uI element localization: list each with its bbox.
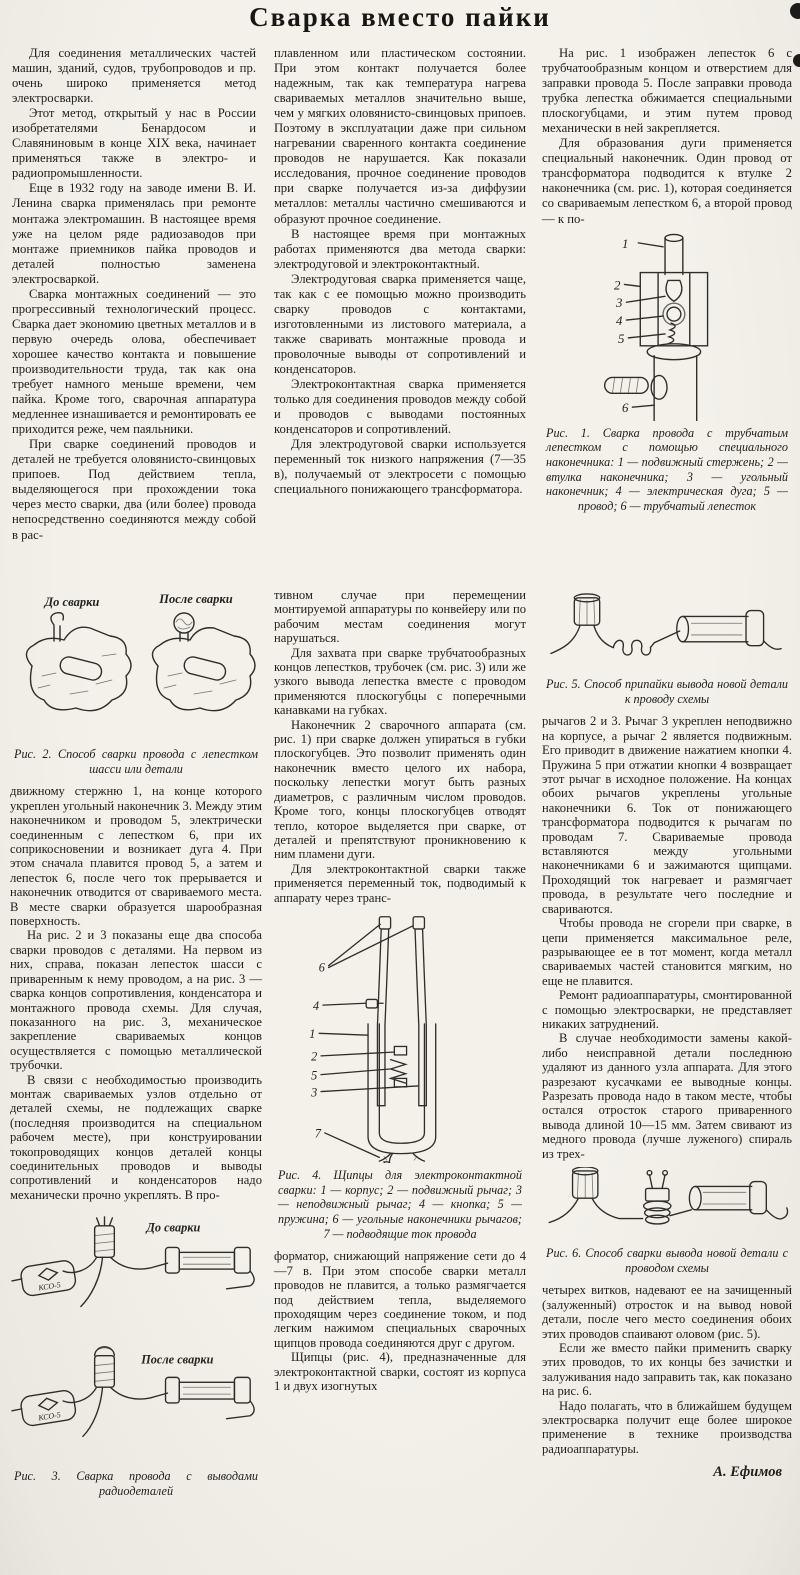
fig4-label-1: 1	[309, 1026, 316, 1041]
column-top-center	[274, 46, 526, 497]
column-bottom-center	[274, 588, 526, 1394]
paragraph: Надо полагать, что в ближайшем будущем электросварка получит еще более широкое применение в технике производства радиоаппаратуры.	[542, 1398, 792, 1456]
fig1-label-2: 2	[614, 277, 621, 292]
fig1-label-4: 4	[616, 313, 623, 328]
paragraph: Этот метод, открытый у нас в России изобретателями Бенардосом и Славяниновым в конце XIX века, начинает применяться также в электро- и радиопромышленности.	[12, 106, 256, 181]
column-bottom-left	[10, 588, 262, 1507]
fig1-label-3: 3	[616, 295, 623, 310]
fig2-before-label: До сварки	[44, 595, 100, 609]
paragraph: В настоящее время при монтажных работах применяются два метода сварки: электродуговой и электроконтактный.	[274, 226, 526, 271]
paragraph: Наконечник 2 сварочного аппарата (см. рис. 1) при сварке должен упираться в губки плоскогубцев. Это позволит применять один наконечник вместо целого их набора, поскольку лепестки могут быть разных диаметров, с различным числом проводов. Кроме того, концы плоскогубцев отводят тепло, которое выделяется при сварке, от деталей и препятствуют проникновению к ним пламени дуги.	[274, 717, 526, 862]
fig4-label-3: 3	[311, 1085, 318, 1100]
paragraph: плавленном или пластическом состоянии. При этом контакт получается более надежным, так как температура нагрева свариваемых металлов значительно выше, чем у мягких оловянисто-свинцовых припоев. Поэтому в эксплуатации даже при сильном нагревании сваренного контакта соединение проводов не нарушается. Как показали исследования, прочное соединение проводов при сварке получается из-за диффузии металлов: металлы частично смешиваются и образуют прочное соединение.	[274, 46, 526, 226]
paragraph: Сварка монтажных соединений — это прогрессивный технологический процесс. Сварка дает экономию цветных металлов и в первую очередь олова, обеспечивает хорошее качество контакта и повышение производительности труда, так как она требует намного меньше времени, чем пайка. Кроме того, сварочная аппаратура медленнее изнашивается и ремонтировать ее приходится реже, чем паяльники.	[12, 286, 256, 437]
page-title: Сварка вместо пайки	[249, 2, 551, 32]
paragraph: На рис. 2 и 3 показаны еще два способа сварки проводов с деталями. На первом из них, справа, показан лепесток шасси с приваренным к нему проводом, а на рис. 3 — сварка концов сопротивления, конденсатора и монтажного провода схемы. Для случая, показанного на рис. 3, механическое закрепление свариваемых концов осуществляется с помощью металлической трубочки.	[10, 928, 262, 1073]
fig1-label-5: 5	[618, 331, 625, 346]
paragraph: Щипцы (рис. 4), предназначенные для электроконтактной сварки, состоят из корпуса 1 и двух изогнутых	[274, 1350, 526, 1394]
fig2-after-label: После сварки	[159, 592, 233, 606]
paragraph: Если же вместо пайки применить сварку этих проводов, то их концы без зачистки и залуживания надо заправить так, как показано на рис. 6.	[542, 1341, 792, 1399]
figure-3-drawing	[10, 1212, 262, 1464]
paragraph: Еще в 1932 году на заводе имени В. И. Ленина сварка применялась при ремонте монтажа электромашин. В настоящее время уже на целом ряде радиозаводов при монтаже приемников пайка проводов и деталей полностью заменена электросваркой.	[12, 181, 256, 286]
figure-1-welding-lug-drawing	[563, 231, 771, 421]
figure-6-caption: Рис. 6. Способ сварки вывода новой детали с проводом схемы	[546, 1246, 788, 1275]
figure-2-drawing	[10, 592, 262, 742]
paragraph: Для электроконтактной сварки также применяется переменный ток, подводимый к аппарату через транс-	[274, 861, 526, 905]
column-top-right	[542, 46, 792, 522]
paragraph: движному стержню 1, на конце которого укреплен угольный наконечник 3. Между этим наконечником и проводом 5, электрически соединенным с лепестком 6, при их соприкосновении и возникает дуга 4. При этом сначала плавится провод 5, а затем и лепесток 6, после чего ток прерывается и наконечник отводится от свариваемого места. В месте сварки образуется шарообразная поверхность.	[10, 784, 262, 929]
figure-4-welding-tongs-drawing	[287, 913, 513, 1163]
author-signature: А. Ефимов	[713, 1464, 782, 1481]
fig1-label-6: 6	[621, 400, 629, 415]
paragraph: четырех витков, надевают ее на зачищенный (залуженный) отросток и на вывод новой детали, после чего место соединения обоих этих проводов спаивают оловом (рис. 5).	[542, 1283, 792, 1341]
paragraph: Для образования дуги применяется специальный наконечник. Один провод от трансформатора подводится к втулке 2 наконечника (см. рис. 1), которая соединяется со свариваемым лепестком 6, а второй провод — к по-	[542, 136, 792, 226]
paragraph: Электродуговая сварка применяется чаще, так как с ее помощью можно производить сварку проводов с контактами, изготовленными из листового материала, а также сваривать монтажные провода и проволочные выводы от сопротивлений и конденсаторов.	[274, 271, 526, 376]
paragraph: форматор, снижающий напряжение сети до 4—7 в. При этом способе сварки металл проводов не плавится, а только размягчается под действием тепла, выделяемого проходящим через соединение током, и под легким нажимом специальных сварочных щипцов провода соединяются друг с другом.	[274, 1249, 526, 1350]
paragraph: При сварке соединений проводов и деталей не требуется оловянисто-свинцовых припоев. Под действием тепла, выделяющегося при прохождении тока через место сварки, два (или более) провода непосредственно соединяются между собой в рас-	[12, 437, 256, 542]
figure-5-drawing	[543, 592, 791, 672]
figure-4-caption: Рис. 4. Щипцы для электроконтактной сварки: 1 — корпус; 2 — подвижный рычаг; 3 — неподвижный рычаг; 4 — кнопка; 5 — пружина; 6 — угольные наконечники рычагов; 7 — подводящие ток провода	[278, 1167, 522, 1241]
fig4-label-6: 6	[318, 960, 325, 975]
figure-3-caption: Рис. 3. Сварка провода с выводами радиодеталей	[14, 1469, 258, 1498]
fig3-component-label: КСО-5	[37, 1280, 62, 1293]
figure-2-caption: Рис. 2. Способ сварки провода с лепестком шасси или детали	[14, 747, 258, 776]
paragraph: На рис. 1 изображен лепесток 6 с трубчатообразным концом и отверстием для заправки провода 5. После заправки провода трубка лепестка обжимается специальными плоскогубцами, и этим путем провод механически в ней закрепляется.	[542, 46, 792, 136]
fig4-label-7: 7	[314, 1126, 322, 1141]
paragraph: Для соединения металлических частей машин, зданий, судов, трубопроводов и пр. очень широко применяется метод электросварки.	[12, 46, 256, 106]
fig4-label-2: 2	[311, 1049, 318, 1064]
paragraph: рычагов 2 и 3. Рычаг 3 укреплен неподвижно на корпусе, а рычаг 2 является подвижным. Его приводит в движение нажатием кнопки 4. Пружина 5 при отжатии кнопки 4 возвращает этот рычаг в исходное положение. На концах обоих рычагов укреплены угольные наконечники 6. Ток от понижающего трансформатора подводится к рычагам по проводам 7. Свариваемые провода вставляются между угольными наконечниками 6 и зажимаются щипцами. Проходящий ток нагревает и размягчает провода, в результате чего последние и свариваются.	[542, 714, 792, 916]
paragraph: тивном случае при перемещении монтируемой аппаратуры по конвейеру или по рабочим местам соединения могут нарушаться.	[274, 588, 526, 646]
column-bottom-right	[542, 588, 792, 1481]
column-top-left	[12, 46, 256, 543]
fig1-label-1: 1	[621, 236, 629, 251]
paragraph: Для электродуговой сварки используется переменный ток низкого напряжения (7—35 в), получаемый от электросети с помощью специального понижающего трансформатора.	[274, 437, 526, 497]
scan-artifact	[793, 54, 800, 67]
figure-5-caption: Рис. 5. Способ припайки вывода новой детали к проводу схемы	[546, 677, 788, 706]
paragraph: Чтобы провода не сгорели при сварке, в цепи применяется максимальное реле, разрывающее ее в тот момент, когда металл свариваемых частей становится мягким, но еще не плавится.	[542, 916, 792, 988]
fig4-label-5: 5	[311, 1068, 318, 1083]
figure-1-caption: Рис. 1. Сварка провода с трубчатым лепестком с помощью специального наконечника: 1 — подвижный стержень; 2 — втулка наконечника; 3 — угольный наконечник; 4 — электрическая дуга; 5 — провод; 6 — трубчатый лепесток	[546, 425, 788, 514]
paragraph: Ремонт радиоаппаратуры, смонтированной с помощью электросварки, не представляет никаких затруднений.	[542, 988, 792, 1031]
paragraph: В случае необходимости замены какой-либо неисправной детали последнюю удаляют из данного узла аппарата. Для этого разрезают кусачками ее выводные концы. Разрезать провода надо в таком месте, чтобы остался отросток старого приваренного вывода длиной 10—15 мм. Затем свивают из медного провода (лучше луженого) спираль из трех-	[542, 1031, 792, 1161]
fig4-label-4: 4	[313, 998, 320, 1013]
fig3-component-label: КСО-5	[37, 1410, 62, 1423]
paragraph: В связи с необходимостью производить монтаж свариваемых узлов отдельно от деталей схемы, не подлежащих сварке (последняя производится на специальном рабочем месте), при конструировании токопроводящих концов деталей концы соединительных проводов и выводы сопротивлений и конденсаторов надо механически прочно укреплять. В про-	[10, 1072, 262, 1202]
figure-6-drawing	[543, 1167, 791, 1241]
fig3-after-label: После сварки	[141, 1352, 214, 1367]
paragraph: Электроконтактная сварка применяется только для соединения проводов между собой и проводов с выводами постоянных конденсаторов и сопротивлений.	[274, 377, 526, 437]
fig3-before-label: До сварки	[146, 1220, 201, 1235]
paragraph: Для захвата при сварке трубчатообразных концов лепестков, трубочек (см. рис. 3) или же узкого вывода лепестка вместе с проводом применяются плоскогубцы с поперечными канавками на губках.	[274, 645, 526, 718]
